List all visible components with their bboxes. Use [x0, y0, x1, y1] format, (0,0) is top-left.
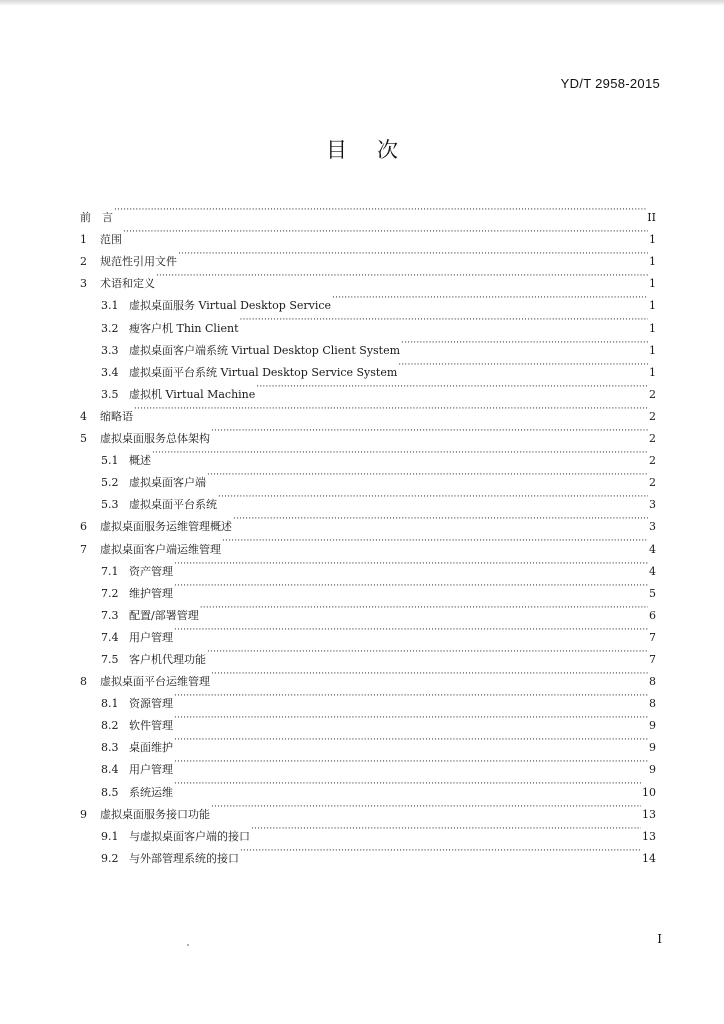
toc-entry-number: 7 [80, 542, 87, 556]
toc-entry-title: 虚拟桌面服务运维管理概述 [100, 520, 232, 534]
toc-leader-dots [332, 287, 648, 309]
toc-entry-page: 7 [649, 630, 656, 644]
page-number: I [657, 932, 662, 946]
toc-entry-title: 术语和定义 [100, 277, 155, 291]
toc-entry-page: 3 [649, 520, 656, 534]
toc-entry-number: 7.5 [101, 652, 119, 666]
toc-entry-title: 范围 [100, 233, 122, 247]
toc-entry[interactable] [80, 287, 656, 313]
toc-entry-title: 虚拟桌面服务接口功能 [100, 807, 210, 821]
toc-entry-title: 瘦客户机 Thin Client [129, 321, 239, 335]
toc-entry-number: 5.3 [101, 498, 119, 512]
document-code: YD/T 2958-2015 [560, 76, 660, 91]
page-title: 目次 [326, 138, 428, 162]
toc-leader-dots [174, 751, 648, 773]
toc-entry-number: 8 [80, 675, 87, 689]
toc-entry-title: 资产管理 [129, 564, 173, 578]
toc-entry-page: 1 [649, 277, 656, 291]
toc-leader-dots [156, 265, 648, 287]
toc-entry-title: 虚拟桌面客户端 [129, 476, 206, 490]
toc-entry-number: 5.1 [101, 454, 119, 468]
toc-entry-title: 用户管理 [129, 763, 173, 777]
scan-edge [0, 0, 724, 6]
toc-entry-title: 规范性引用文件 [100, 255, 177, 269]
toc-entry-page: 2 [649, 454, 656, 468]
toc-entry-page: 14 [642, 851, 656, 865]
table-of-contents [80, 199, 656, 865]
toc-entry-number: 8.3 [101, 741, 119, 755]
toc-entry-page: 2 [649, 409, 656, 423]
toc-leader-dots [211, 796, 641, 818]
toc-entry-number: 5.2 [101, 476, 119, 490]
toc-entry[interactable] [80, 398, 656, 423]
toc-leader-dots [251, 818, 641, 840]
toc-entry-title: 虚拟桌面客户端系统 Virtual Desktop Client System [129, 343, 401, 357]
toc-entry-number: 3 [80, 277, 87, 291]
toc-entry-title: 配置/部署管理 [129, 608, 199, 622]
toc-entry-number: 5 [80, 432, 87, 446]
toc-entry-number: 9.1 [101, 829, 119, 843]
toc-entry-number: 8.1 [101, 697, 119, 711]
toc-leader-dots [178, 243, 648, 265]
toc-leader-dots [174, 575, 648, 597]
toc-leader-dots [200, 597, 648, 619]
toc-leader-dots [211, 420, 648, 442]
toc-leader-dots [211, 663, 648, 685]
toc-leader-dots [401, 332, 648, 354]
toc-entry-number: 2 [80, 255, 87, 269]
toc-entry-page: 4 [649, 542, 656, 556]
toc-entry-title: 资源管理 [129, 697, 173, 711]
toc-entry-title: 前 言 [80, 211, 113, 225]
toc-entry-page: 1 [649, 343, 656, 357]
toc-leader-dots [174, 685, 648, 707]
toc-leader-dots [174, 729, 648, 751]
toc-entry[interactable] [80, 199, 656, 225]
toc-entry-page: 4 [649, 564, 656, 578]
toc-entry-title: 虚拟机 Virtual Machine [129, 387, 256, 401]
toc-entry-number: 7.1 [101, 564, 119, 578]
toc-entry-title: 与虚拟桌面客户端的接口 [129, 829, 250, 843]
toc-entry-title: 桌面维护 [129, 741, 173, 755]
toc-entry-page: 9 [649, 741, 656, 755]
toc-entry-number: 7.2 [101, 586, 119, 600]
toc-entry-title: 虚拟桌面服务总体架构 [100, 432, 210, 446]
toc-entry-page: 1 [649, 365, 656, 379]
toc-entry-page: 1 [649, 255, 656, 269]
toc-leader-dots [239, 309, 648, 331]
toc-entry-page: 9 [649, 719, 656, 733]
toc-entry-page: 2 [649, 432, 656, 446]
toc-entry-title: 客户机代理功能 [129, 652, 206, 666]
toc-entry-number: 8.2 [101, 719, 119, 733]
toc-entry-title: 维护管理 [129, 586, 173, 600]
toc-entry-title: 软件管理 [129, 719, 173, 733]
toc-entry-page: 10 [642, 785, 656, 799]
toc-leader-dots [207, 641, 648, 663]
toc-entry-page: 2 [649, 387, 656, 401]
toc-entry-title: 系统运维 [129, 785, 173, 799]
toc-entry-number: 3.4 [101, 365, 119, 379]
toc-entry-page: II [647, 211, 656, 225]
toc-entry-title: 虚拟桌面平台运维管理 [100, 675, 210, 689]
toc-entry-title: 虚拟桌面客户端运维管理 [100, 542, 221, 556]
toc-entry[interactable] [80, 265, 656, 291]
toc-entry-number: 1 [80, 233, 87, 247]
toc-leader-dots [152, 442, 648, 464]
toc-leader-dots [222, 530, 648, 552]
toc-entry[interactable] [80, 243, 656, 269]
toc-entry-number: 7.3 [101, 608, 119, 622]
toc-entry-page: 6 [649, 608, 656, 622]
toc-leader-dots [256, 376, 648, 398]
toc-leader-dots [174, 707, 648, 729]
toc-entry[interactable] [80, 442, 656, 468]
toc-entry-title: 与外部管理系统的接口 [129, 851, 239, 865]
toc-entry-number: 9.2 [101, 851, 119, 865]
toc-entry-page: 3 [649, 498, 656, 512]
toc-entry-number: 3.2 [101, 321, 119, 335]
toc-entry-number: 9 [80, 807, 87, 821]
toc-entry-page: 13 [642, 829, 656, 843]
toc-leader-dots [174, 619, 648, 641]
toc-entry-number: 8.5 [101, 785, 119, 799]
toc-entry-title: 缩略语 [100, 409, 133, 423]
toc-leader-dots [174, 773, 641, 795]
toc-leader-dots [240, 840, 641, 862]
toc-entry-page: 1 [649, 233, 656, 247]
toc-entry-page: 8 [649, 697, 656, 711]
toc-entry-title: 概述 [129, 454, 151, 468]
toc-entry-number: 3.5 [101, 387, 119, 401]
toc-entry-number: 8.4 [101, 763, 119, 777]
toc-entry-page: 7 [649, 652, 656, 666]
toc-entry-page: 13 [642, 807, 656, 821]
toc-leader-dots [174, 553, 648, 575]
toc-entry-title: 虚拟桌面平台系统 Virtual Desktop Service System [129, 365, 398, 379]
toc-entry-page: 1 [649, 321, 656, 335]
toc-entry-number: 6 [80, 520, 87, 534]
toc-leader-dots [398, 354, 648, 376]
toc-entry-title: 虚拟桌面服务 Virtual Desktop Service [129, 299, 332, 313]
toc-entry[interactable] [80, 221, 656, 247]
toc-leader-dots [218, 486, 648, 508]
toc-entry-number: 3.1 [101, 299, 119, 313]
toc-entry-number: 3.3 [101, 343, 119, 357]
toc-leader-dots [207, 464, 648, 486]
scan-speck [187, 944, 189, 946]
toc-leader-dots [134, 398, 648, 420]
toc-entry[interactable] [80, 420, 656, 446]
toc-entry-number: 4 [80, 409, 87, 423]
toc-entry-page: 1 [649, 299, 656, 313]
toc-entry-page: 5 [649, 586, 656, 600]
toc-leader-dots [114, 199, 646, 221]
toc-entry-page: 9 [649, 763, 656, 777]
toc-entry-page: 2 [649, 476, 656, 490]
toc-entry-number: 7.4 [101, 630, 119, 644]
toc-entry-title: 虚拟桌面平台系统 [129, 498, 217, 512]
toc-leader-dots [123, 221, 648, 243]
toc-entry[interactable] [80, 464, 656, 490]
toc-entry-page: 8 [649, 675, 656, 689]
toc-leader-dots [233, 508, 648, 530]
toc-entry-title: 用户管理 [129, 630, 173, 644]
